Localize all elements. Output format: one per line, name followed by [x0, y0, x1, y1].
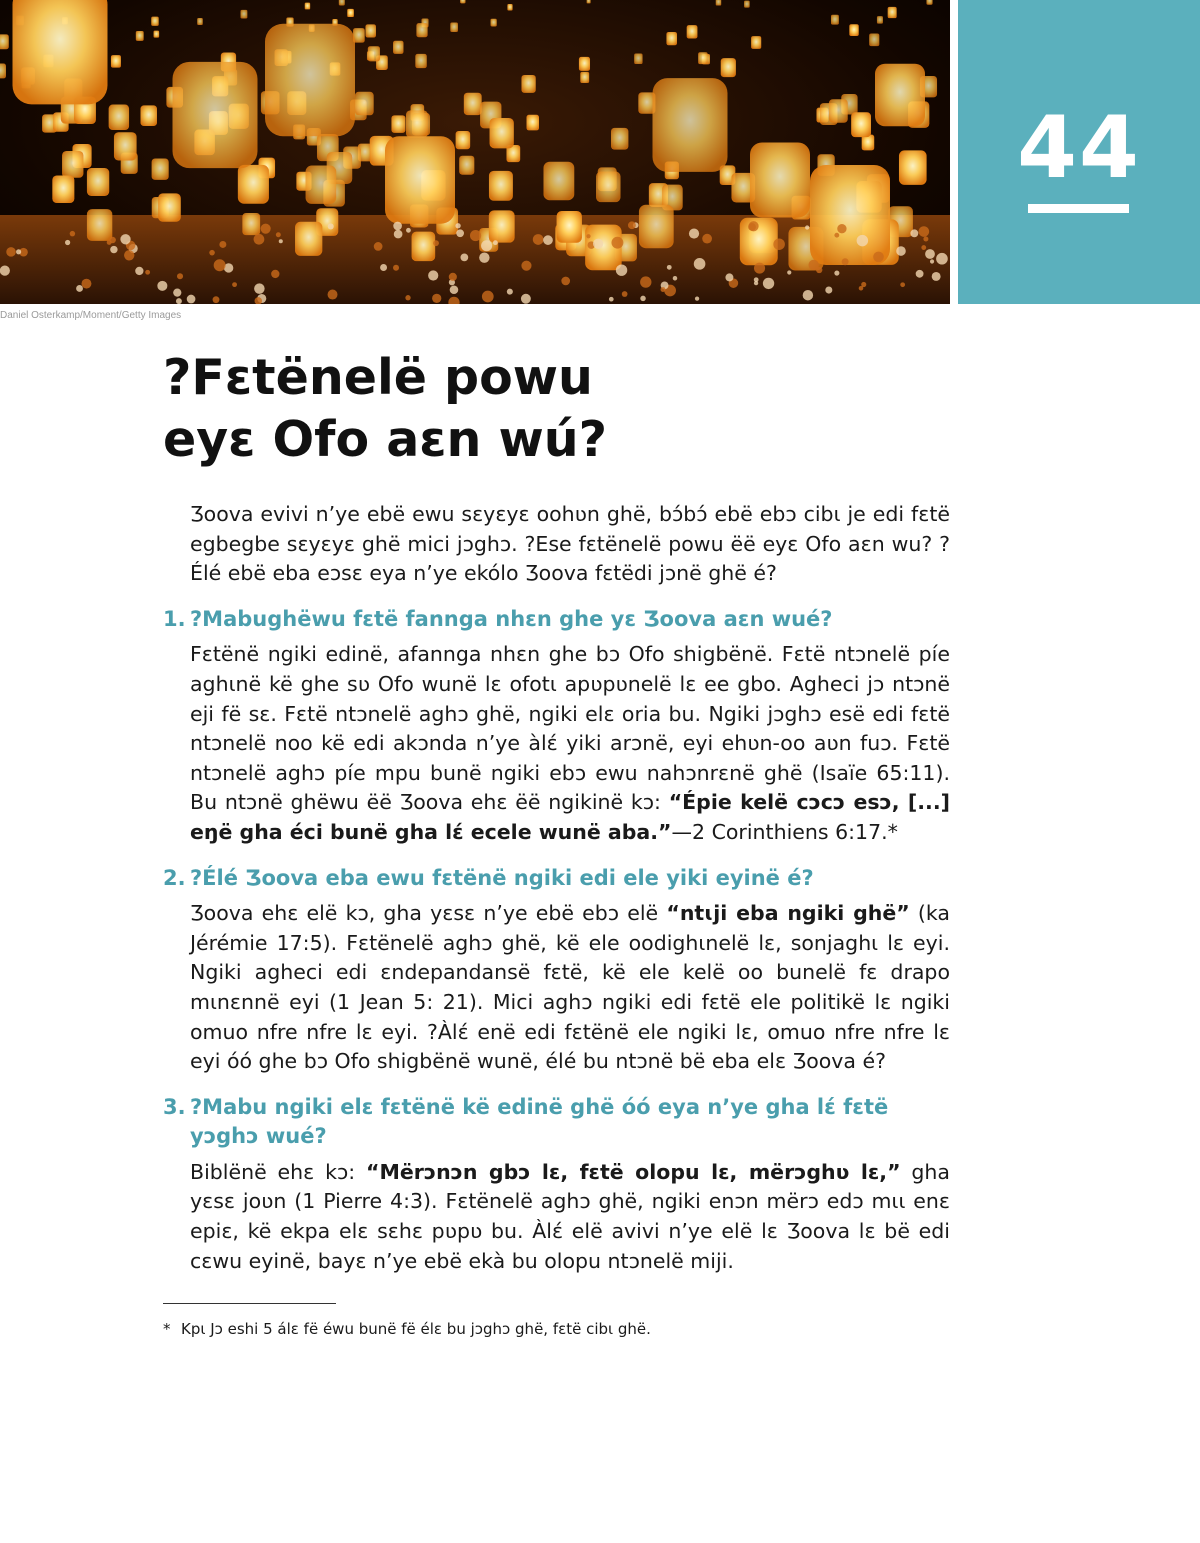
crowd-shape	[842, 258, 849, 265]
answer-text: —2 Corinthiens 6:17.*	[671, 819, 898, 844]
crowd-shape	[456, 229, 464, 237]
lantern-shape	[750, 143, 810, 218]
crowd-shape	[209, 250, 215, 256]
lantern-shape	[241, 10, 248, 19]
lantern-shape	[295, 222, 322, 256]
crowd-shape	[261, 224, 271, 234]
crowd-shape	[6, 247, 16, 257]
crowd-shape	[936, 253, 948, 265]
lantern-shape	[87, 168, 109, 196]
lantern-shape	[698, 52, 708, 64]
lantern-shape	[152, 159, 169, 180]
crowd-shape	[622, 291, 628, 297]
crowd-shape	[640, 296, 645, 301]
lantern-shape	[111, 55, 121, 67]
lantern-shape	[242, 213, 260, 235]
footnote-mark: *	[163, 1320, 171, 1338]
crowd-shape	[923, 237, 928, 242]
crowd-shape	[561, 277, 570, 286]
lantern-shape	[140, 105, 156, 126]
lantern-shape	[490, 118, 514, 148]
crowd-shape	[232, 282, 237, 287]
crowd-shape	[135, 267, 143, 275]
lesson-number: 44	[1017, 98, 1141, 198]
lantern-shape	[829, 99, 848, 123]
crowd-shape	[374, 242, 383, 251]
crowd-shape	[695, 296, 699, 300]
crowd-shape	[16, 249, 21, 254]
lantern-shape	[521, 75, 535, 93]
crowd-shape	[271, 270, 279, 278]
lantern-shape	[0, 64, 6, 79]
answer-text: Ʒoova ehɛ elë kɔ, gha yɛsɛ n’ye ebë ebɔ elë	[190, 901, 667, 926]
lesson-content	[163, 500, 950, 1276]
lantern-shape	[456, 131, 471, 149]
crowd-shape	[900, 282, 905, 287]
crowd-shape	[930, 259, 934, 263]
lantern-shape	[158, 193, 181, 221]
lantern-shape	[596, 172, 621, 203]
crowd-shape	[916, 270, 924, 278]
crowd-shape	[857, 235, 868, 246]
lantern-shape	[339, 0, 345, 6]
answer-text: Fɛtënë ngiki edinë, afannga nhɛn ghe bɔ Ofo shigbënë. Fɛtë ntɔnelë píe aghɩnë kë ghe sʋ Ofo wunë lɛ ofotɩ apʋpʋnelë lɛ ee gbo. Agheci jɔ ntɔnë eji fë sɛ. Fɛtë ntɔnelë aghɔ ghë, ngiki elɛ oria bu. Ngiki jɔghɔ esë edi fɛtë ntɔnelë noo kë edi akɔnda n’ye àlɛ́ yiki arɔnë, eyi ehʋn-oo aʋn fuɔ. Fɛtë ntɔnelë aghɔ píe mpu bunë ngiki ebɔ ewu nahɔnrɛnë ghë (Isaïe 65:11). Bu ntɔnë ghëwu ëë Ʒoova ehɛ ëë ngikinë kɔ:	[190, 642, 950, 815]
crowd-shape	[773, 238, 785, 250]
lantern-shape	[526, 115, 539, 131]
crowd-shape	[328, 290, 338, 300]
crowd-shape	[609, 297, 614, 302]
lantern-shape	[412, 232, 436, 262]
crowd-shape	[919, 226, 930, 237]
page-title	[163, 347, 923, 471]
lantern-shape	[611, 128, 628, 150]
title-line-1: ?Fɛtënelë powu	[163, 349, 593, 406]
lantern-shape	[926, 0, 932, 5]
crowd-shape	[219, 241, 226, 248]
question-1	[163, 605, 950, 635]
crowd-shape	[754, 281, 758, 285]
lantern-shape	[716, 0, 722, 6]
crowd-shape	[661, 287, 666, 292]
lantern-shape	[639, 205, 674, 248]
answer-text: gha yɛsɛ joʋn (1 Pierre 4:3). Fɛtënelë aghɔ ghë, ngiki enɔn mërɔ edɔ mɩɩ enɛ epiɛ, kë ekpa elɛ sɛhɛ pʋpʋ bu. Àlɛ́ elë avivi n’ye elë lɛ Ʒoova lɛ bë edi cɛwu eyinë, bayɛ n’ye ebë ekà bu olopu ntɔnelë miji.	[190, 1159, 950, 1273]
hero-image	[0, 0, 950, 304]
lantern-shape	[460, 0, 465, 3]
lantern-shape	[13, 0, 108, 104]
question-3	[163, 1093, 950, 1152]
lantern-shape	[415, 54, 426, 68]
lantern-shape	[869, 33, 879, 46]
crowd-shape	[124, 250, 134, 260]
lantern-shape	[751, 36, 761, 49]
crowd-shape	[176, 298, 182, 304]
crowd-shape	[921, 245, 926, 250]
footnote-divider	[163, 1303, 336, 1304]
crowd-shape	[640, 276, 651, 287]
crowd-shape	[873, 252, 884, 263]
answer-paragraph-3	[190, 1158, 950, 1276]
answer-text: (ka Jérémie 17:5). Fɛtënelë aghɔ ghë, kë ele oodighɩnelë lɛ, sonjaghɩ lɛ eyi. Ngiki agheci edi ɛndepandansë fɛtë, kë ele kelë oo bunelë fɛ drapo mɩnɛnnë eyi (1 Jean 5: 21). Mici aghɔ ngiki edi fɛtë ele politikë lɛ ngiki omuo nfre nfre lɛ eyi. ?Àlɛ́ enë edi fɛtënë ele ngiki lɛ, omuo nfre nfre lɛ eyi óó ghe bɔ Ofo shigbënë wunë, élé bu ntɔnë bë eba elɛ Ʒoova é?	[190, 901, 950, 1074]
crowd-shape	[450, 285, 459, 294]
crowd-shape	[187, 295, 196, 304]
lesson-number-box	[958, 0, 1200, 304]
crowd-shape	[748, 221, 758, 231]
lantern-shape	[543, 162, 574, 200]
crowd-shape	[482, 291, 494, 303]
crowd-shape	[493, 240, 498, 245]
crowd-shape	[393, 222, 402, 231]
crowd-shape	[157, 281, 167, 291]
crowd-shape	[107, 240, 112, 245]
question-number: 2.	[163, 865, 186, 890]
lantern-shape	[238, 165, 269, 204]
crowd-shape	[803, 290, 813, 300]
crowd-shape	[460, 254, 468, 262]
crowd-shape	[254, 234, 265, 245]
crowd-shape	[593, 239, 603, 249]
lantern-shape	[489, 171, 513, 201]
crowd-shape	[81, 279, 91, 289]
lantern-shape	[173, 62, 258, 168]
lantern-shape	[849, 24, 858, 36]
crowd-shape	[405, 295, 410, 300]
lantern-shape	[740, 218, 778, 265]
crowd-shape	[173, 288, 181, 296]
crowd-shape	[805, 225, 809, 229]
crowd-shape	[925, 249, 935, 259]
lantern-shape	[810, 165, 890, 265]
answer-text: Biblënë ehɛ kɔ:	[190, 1159, 367, 1184]
crowd-shape	[702, 234, 712, 244]
crowd-shape	[432, 294, 441, 303]
lantern-shape	[114, 132, 137, 160]
lantern-shape	[87, 209, 112, 241]
lantern-shape	[687, 25, 698, 38]
lantern-shape	[368, 46, 380, 61]
crowd-shape	[0, 266, 10, 276]
lantern-shape	[491, 19, 497, 27]
title-line-2: eyɛ Ofo aɛn wú?	[163, 411, 608, 468]
lantern-shape	[888, 7, 897, 18]
crowd-shape	[787, 270, 791, 274]
crowd-shape	[834, 233, 839, 238]
crowd-shape	[932, 272, 941, 281]
crowd-shape	[380, 264, 387, 271]
lantern-shape	[151, 17, 158, 26]
footnote	[163, 1318, 950, 1340]
lantern-shape	[557, 211, 582, 243]
crowd-shape	[616, 265, 627, 276]
crowd-shape	[521, 261, 531, 271]
crowd-shape	[479, 252, 489, 262]
lantern-shape	[136, 31, 144, 41]
crowd-shape	[428, 270, 438, 280]
crowd-shape	[406, 228, 411, 233]
crowd-shape	[694, 258, 706, 270]
crowd-shape	[213, 296, 220, 303]
lantern-shape	[744, 1, 750, 8]
lantern-shape	[347, 9, 354, 17]
crowd-shape	[825, 287, 832, 294]
intro-paragraph: Ʒoova evivi n’ye ebë ewu sɛyɛyɛ oohʋn ghë, bɔ́bɔ́ ebë ebɔ cibɩ je edi fɛtë egbegbe sɛyɛyɛ ghë mici jɔghɔ. ?Ese fɛtënelë powu ëë eyɛ Ofo aɛn wu? ?Élé ebë eba eɔsɛ eya n’ye ekólo Ʒoova fɛtëdi jɔnë ghë é?	[190, 502, 950, 586]
crowd-shape	[521, 294, 531, 304]
lantern-shape	[875, 64, 925, 127]
crowd-shape	[834, 270, 839, 275]
crowd-shape	[861, 282, 866, 287]
lantern-shape	[305, 3, 310, 10]
crowd-shape	[470, 230, 481, 241]
crowd-shape	[394, 230, 403, 239]
lantern-shape	[385, 136, 455, 224]
lantern-shape	[450, 22, 458, 32]
crowd-shape	[276, 232, 281, 237]
crowd-shape	[279, 239, 283, 243]
lantern-shape	[0, 34, 9, 49]
lantern-shape	[416, 23, 427, 37]
crowd-shape	[70, 231, 75, 236]
crowd-shape	[808, 260, 818, 270]
crowd-shape	[177, 273, 183, 279]
crowd-shape	[433, 240, 439, 246]
question-number: 3.	[163, 1094, 186, 1119]
lantern-shape	[62, 151, 83, 178]
lantern-shape	[653, 78, 728, 172]
crowd-shape	[689, 228, 699, 238]
crowd-shape	[586, 234, 590, 238]
crowd-shape	[763, 278, 774, 289]
lantern-shape	[306, 166, 337, 204]
lantern-shape	[52, 175, 74, 203]
lantern-shape	[666, 32, 677, 45]
crowd-shape	[254, 283, 264, 293]
lantern-shape	[197, 18, 203, 25]
question-text: ?Mabu ngiki elɛ fɛtënë kë edinë ghë óó eya n’ye gha lɛ́ fɛtë yɔghɔ wué?	[190, 1094, 889, 1149]
scripture-quote: “Mërɔnɔn gbɔ lɛ, fɛtë olopu lɛ, mërɔghʋ lɛ,”	[366, 1159, 901, 1184]
crowd-shape	[628, 221, 636, 229]
lantern-shape	[406, 110, 428, 137]
crowd-shape	[65, 240, 70, 245]
crowd-shape	[214, 259, 226, 271]
question-text: ?Élé Ʒoova eba ewu fɛtënë ngiki edi ele yiki eyinë é?	[190, 865, 814, 890]
lantern-shape	[393, 41, 403, 54]
crowd-shape	[76, 285, 83, 292]
crowd-shape	[507, 289, 513, 295]
footnote-text: Kpɩ Jɔ eshi 5 álɛ fë éwu bunë fë élɛ bu jɔghɔ ghë, fɛtë cibɩ ghë.	[181, 1320, 651, 1338]
crowd-shape	[145, 270, 150, 275]
lantern-shape	[109, 104, 129, 130]
lantern-shape	[459, 156, 474, 175]
answer-paragraph-2	[190, 899, 950, 1077]
crowd-shape	[543, 235, 553, 245]
lantern-shape	[721, 58, 736, 77]
lantern-shape	[464, 93, 482, 115]
crowd-shape	[455, 223, 460, 228]
lesson-number-underline	[1028, 204, 1129, 213]
lantern-shape	[265, 24, 355, 137]
lantern-shape	[154, 31, 160, 38]
sky-lanterns-illustration	[0, 0, 950, 304]
photo-credit: Daniel Osterkamp/Moment/Getty Images	[0, 310, 182, 321]
question-number: 1.	[163, 606, 186, 631]
question-text: ?Mabughëwu fɛtë fannga nhɛn ghe yɛ Ʒoova aɛn wué?	[190, 606, 833, 631]
crowd-shape	[673, 276, 677, 280]
crowd-shape	[910, 229, 918, 237]
crowd-shape	[896, 246, 906, 256]
lantern-shape	[851, 112, 871, 137]
lantern-shape	[580, 72, 589, 83]
crowd-shape	[725, 273, 733, 281]
crowd-shape	[110, 246, 117, 253]
lantern-shape	[587, 0, 591, 3]
crowd-shape	[837, 224, 846, 233]
lantern-shape	[507, 4, 512, 11]
lantern-shape	[899, 150, 927, 185]
lantern-shape	[489, 210, 515, 242]
answer-paragraph-1	[190, 640, 950, 847]
question-2	[163, 864, 950, 894]
crowd-shape	[393, 265, 399, 271]
lantern-shape	[579, 57, 590, 71]
lantern-shape	[634, 54, 642, 65]
crowd-shape	[481, 240, 492, 251]
crowd-shape	[533, 234, 544, 245]
lantern-shape	[355, 92, 374, 116]
scripture-quote: “ntɩji eba ngiki ghë”	[666, 901, 910, 926]
crowd-shape	[120, 234, 130, 244]
crowd-shape	[611, 237, 623, 249]
crowd-shape	[449, 273, 457, 281]
crowd-shape	[328, 223, 334, 229]
crowd-shape	[754, 263, 765, 274]
lantern-shape	[365, 24, 376, 37]
crowd-shape	[667, 265, 672, 270]
scripture-quote: “Épie kelë cɔcɔ esɔ, [...] eŋë gha éci bunë gha lɛ́ ecele wunë aba.”	[190, 790, 950, 844]
lantern-shape	[877, 16, 883, 24]
lantern-shape	[831, 15, 839, 25]
lantern-shape	[391, 115, 405, 133]
